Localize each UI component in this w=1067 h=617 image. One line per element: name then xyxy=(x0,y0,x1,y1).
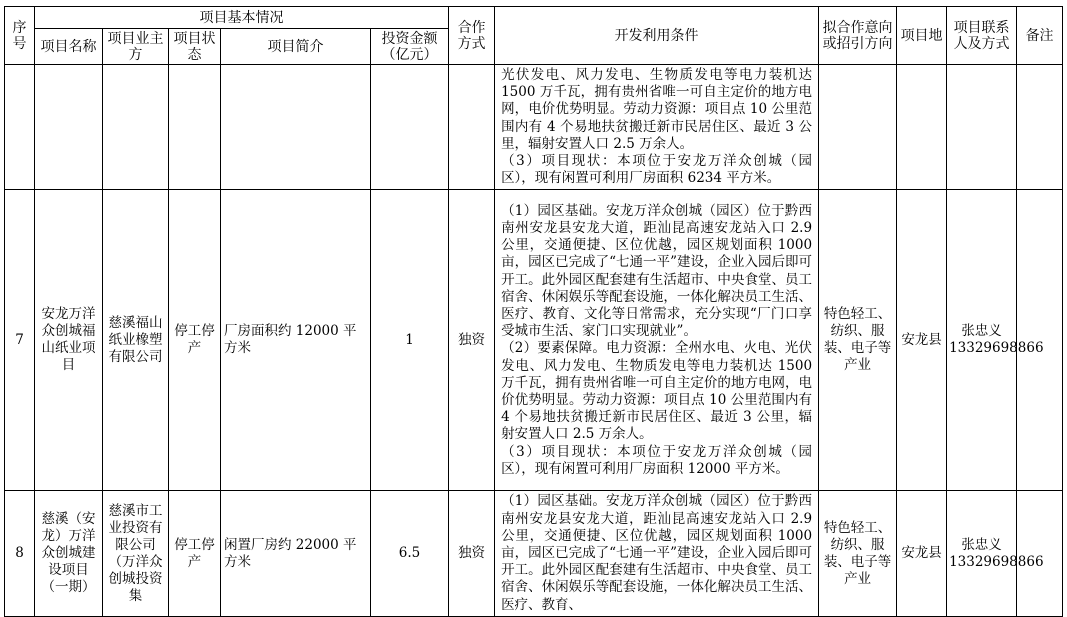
header-coop-mode: 合作方式 xyxy=(449,7,495,65)
cell-investment: 6.5 xyxy=(371,491,449,616)
cell-coop: 独资 xyxy=(449,491,495,616)
cell-seq: 7 xyxy=(5,190,35,491)
table-row xyxy=(5,190,1063,491)
conditions-paragraph: （3）项目现状：本项位于安龙万洋众创城（园区），现有闲置可利用厂房面积 12000 平方米。 xyxy=(501,443,813,477)
conditions-paragraph: （1）园区基础。安龙万洋众创城（园区）位于黔西南州安龙县安龙大道，距汕昆高速安龙站入口 2.9 公里，交通便捷、区位优越，园区规划面积 1000 亩，园区已完成了“七通一平”建设，企业入园后即可开工。此外园区配套建有生活超市、中央食堂、员工宿舍、休闲娱乐等配套设施，一体化解决员工生活、医疗、教育、 xyxy=(501,493,813,613)
header-intro: 项目简介 xyxy=(221,29,371,65)
cell-contact: 张忠义 13329698866 xyxy=(947,190,1017,491)
cell-seq xyxy=(5,65,35,190)
cell-project-name xyxy=(35,65,103,190)
conditions-paragraph: （2）要素保障。电力资源：全州水电、火电、光伏发电、风力发电、生物质发电等电力装机达 1500 万千瓦，拥有贵州省唯一可自主定价的地方电网，电价优势明显。劳动力资源：项目点 10 公里范围内有 4 个易地扶贫搬迁新市民居住区、最近 3 公里，辐射安置人口 2.5 万余人。 xyxy=(501,340,813,443)
cell-project-name: 安龙万洋众创城福山纸业项目 xyxy=(35,190,103,491)
cell-location: 安龙县 xyxy=(897,491,947,616)
cell-coop: 独资 xyxy=(449,190,495,491)
cell-location xyxy=(897,65,947,190)
header-owner: 项目业主方 xyxy=(103,29,169,65)
cell-status: 停工停产 xyxy=(169,491,221,616)
table-row xyxy=(5,491,1063,616)
cell-direction: 特色轻工、纺织、服装、电子等产业 xyxy=(819,190,897,491)
cell-contact xyxy=(947,65,1017,190)
table-row xyxy=(5,65,1063,190)
header-seq: 序号 xyxy=(5,7,35,65)
cell-owner: 慈溪福山纸业橡塑有限公司 xyxy=(103,190,169,491)
project-table xyxy=(4,6,1063,617)
header-location: 项目地 xyxy=(897,7,947,65)
cell-direction xyxy=(819,65,897,190)
cell-project-name: 慈溪（安龙）万洋众创城建设项目（一期） xyxy=(35,491,103,616)
cell-contact: 张忠义 13329698866 xyxy=(947,491,1017,616)
cell-investment: 1 xyxy=(371,190,449,491)
cell-direction: 特色轻工、纺织、服装、电子等产业 xyxy=(819,491,897,616)
cell-investment xyxy=(371,65,449,190)
cell-status xyxy=(169,65,221,190)
header-status: 项目状态 xyxy=(169,29,221,65)
cell-intro: 闲置厂房约 22000 平方米 xyxy=(221,491,371,616)
cell-intro: 厂房面积约 12000 平方米 xyxy=(221,190,371,491)
cell-remark xyxy=(1017,65,1063,190)
conditions-paragraph: （1）园区基础。安龙万洋众创城（园区）位于黔西南州安龙县安龙大道，距汕昆高速安龙站入口 2.9 公里，交通便捷、区位优越，园区规划面积 1000 亩，园区已完成了“七通一平”建设，企业入园后即可开工。此外园区配套建有生活超市、中央食堂、员工宿舍、休闲娱乐等配套设施，一体化解决员工生活、医疗、教育、文化等日常需求，充分实现“厂门口享受城市生活、家门口实现就业”。 xyxy=(501,202,813,340)
conditions-paragraph: 光伏发电、风力发电、生物质发电等电力装机达 1500 万千瓦，拥有贵州省唯一可自主定价的地方电网，电价优势明显。劳动力资源：项目点 10 公里范围内有 4 个易地扶贫搬迁新市民居住区、最近 3 公里，辐射安置人口 2.5 万余人。 xyxy=(501,67,813,152)
cell-seq: 8 xyxy=(5,491,35,616)
cell-location: 安龙县 xyxy=(897,190,947,491)
cell-conditions xyxy=(495,491,819,616)
cell-owner xyxy=(103,65,169,190)
header-remark: 备注 xyxy=(1017,7,1063,65)
cell-coop xyxy=(449,65,495,190)
cell-intro xyxy=(221,65,371,190)
conditions-paragraph: （3）项目现状：本项位于安龙万洋众创城（园区），现有闲置可利用厂房面积 6234 平方米。 xyxy=(501,153,813,187)
cell-conditions xyxy=(495,190,819,491)
header-contact: 项目联系人及方式 xyxy=(947,7,1017,65)
cell-status: 停工停产 xyxy=(169,190,221,491)
header-basic-info: 项目基本情况 xyxy=(35,7,449,29)
header-investment: 投资金额（亿元） xyxy=(371,29,449,65)
header-project-name: 项目名称 xyxy=(35,29,103,65)
header-conditions: 开发利用条件 xyxy=(495,7,819,65)
cell-owner: 慈溪市工业投资有限公司（万洋众创城投资集 xyxy=(103,491,169,616)
header-direction: 拟合作意向或招引方向 xyxy=(819,7,897,65)
cell-conditions xyxy=(495,65,819,190)
